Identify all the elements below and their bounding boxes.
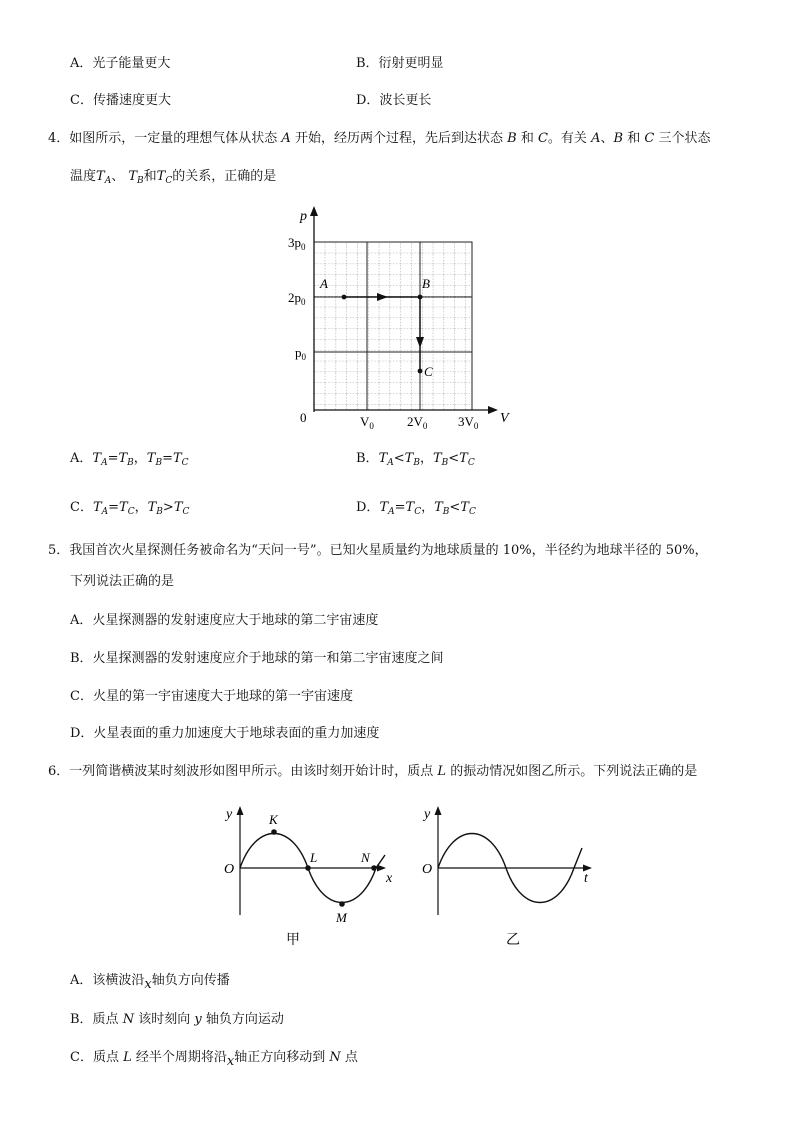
pv-graph [280,200,520,435]
q4-stem-line2: 温度$T_A$、 $T_B$和$T_C$的关系，正确的是 [70,169,277,186]
jia-x-label: x [386,871,393,886]
jia-origin-label: O [224,862,235,877]
q4-stem-line1: 4．如图所示，一定量的理想气体从状态 A 开始，经历两个过程，先后到达状态 B 和 C。有关 A、B 和 C 三个状态 [48,131,711,146]
yi-y-arrow [435,806,442,815]
origin-label: 0 [300,410,307,425]
label-l: L [310,850,318,865]
yi-caption: 乙 [506,933,520,948]
point-k [271,829,277,835]
point-c [418,369,423,374]
y-tick-p0: $p_0$ [295,345,306,362]
point-n [371,865,377,871]
q5-option-c: C．火星的第一宇宙速度大于地球的第一宇宙速度 [70,689,353,704]
x-tick-3v0: $3V_0$ [458,414,479,431]
jia-y-label: y [226,807,233,822]
jia-caption: 甲 [286,933,300,948]
vibration-figure-yi [418,800,598,950]
yi-origin-label: O [422,862,433,877]
point-m [339,901,345,907]
jia-y-arrow [237,806,244,815]
y-tick-3p0: $3p_0$ [288,235,306,252]
q3-option-a: A．光子能量更大 [70,56,171,71]
q3-option-c: C．传播速度更大 [70,93,171,108]
x-axis-arrow [488,406,498,414]
q4-option-b: B．$T_A<T_B$，$T_B<T_C$ [356,451,475,468]
x-axis-label: V [500,411,509,426]
q3-option-b: B．衍射更明显 [356,56,444,71]
x-tick-2v0: $2V_0$ [407,414,428,431]
y-tick-2p0: $2p_0$ [288,290,306,307]
label-point-b: B [422,276,430,291]
q6-option-c: C．质点 L 经半个周期将沿x轴正方向移动到 N 点 [70,1050,358,1069]
label-point-a: A [320,276,328,291]
q4-option-d: D．$T_A=T_C$，$T_B<T_C$ [356,500,476,517]
label-point-c: C [424,364,433,379]
yi-y-label: y [424,807,431,822]
wave-figure-jia [220,800,400,950]
point-a [342,295,347,300]
point-l [305,865,311,871]
y-axis-label: p [300,209,307,224]
q6-option-a: A．该横波沿x轴负方向传播 [70,973,230,992]
q5-option-d: D．火星表面的重力加速度大于地球表面的重力加速度 [70,726,380,741]
q5-stem-line2: 下列说法正确的是 [70,574,175,589]
q4-option-a: A．$T_A=T_B$，$T_B=T_C$ [70,451,189,468]
y-axis-arrow [310,206,318,216]
q3-option-d: D．波长更长 [356,93,432,108]
q5-stem-line1: 5．我国首次火星探测任务被命名为“天问一号”。已知火星质量约为地球质量的 10%，半径约为地球半径的 50%， [48,543,708,558]
point-b [418,295,423,300]
label-m: M [336,910,347,925]
x-tick-v0: $V_0$ [360,414,374,431]
q4-option-c: C．$T_A=T_C$，$T_B>T_C$ [70,500,190,517]
label-k: K [269,812,278,827]
q5-option-a: A．火星探测器的发射速度应大于地球的第二宇宙速度 [70,613,379,628]
q6-stem: 6．一列简谐横波某时刻波形如图甲所示。由该时刻开始计时，质点 L 的振动情况如图乙所示。下列说法正确的是 [48,764,698,779]
q5-option-b: B．火星探测器的发射速度应介于地球的第一和第二宇宙速度之间 [70,651,444,666]
q6-option-b: B．质点 N 该时刻向 y 轴负方向运动 [70,1012,284,1027]
yi-t-label: t [584,871,588,886]
label-n: N [361,850,370,865]
minor-grid [314,242,472,410]
